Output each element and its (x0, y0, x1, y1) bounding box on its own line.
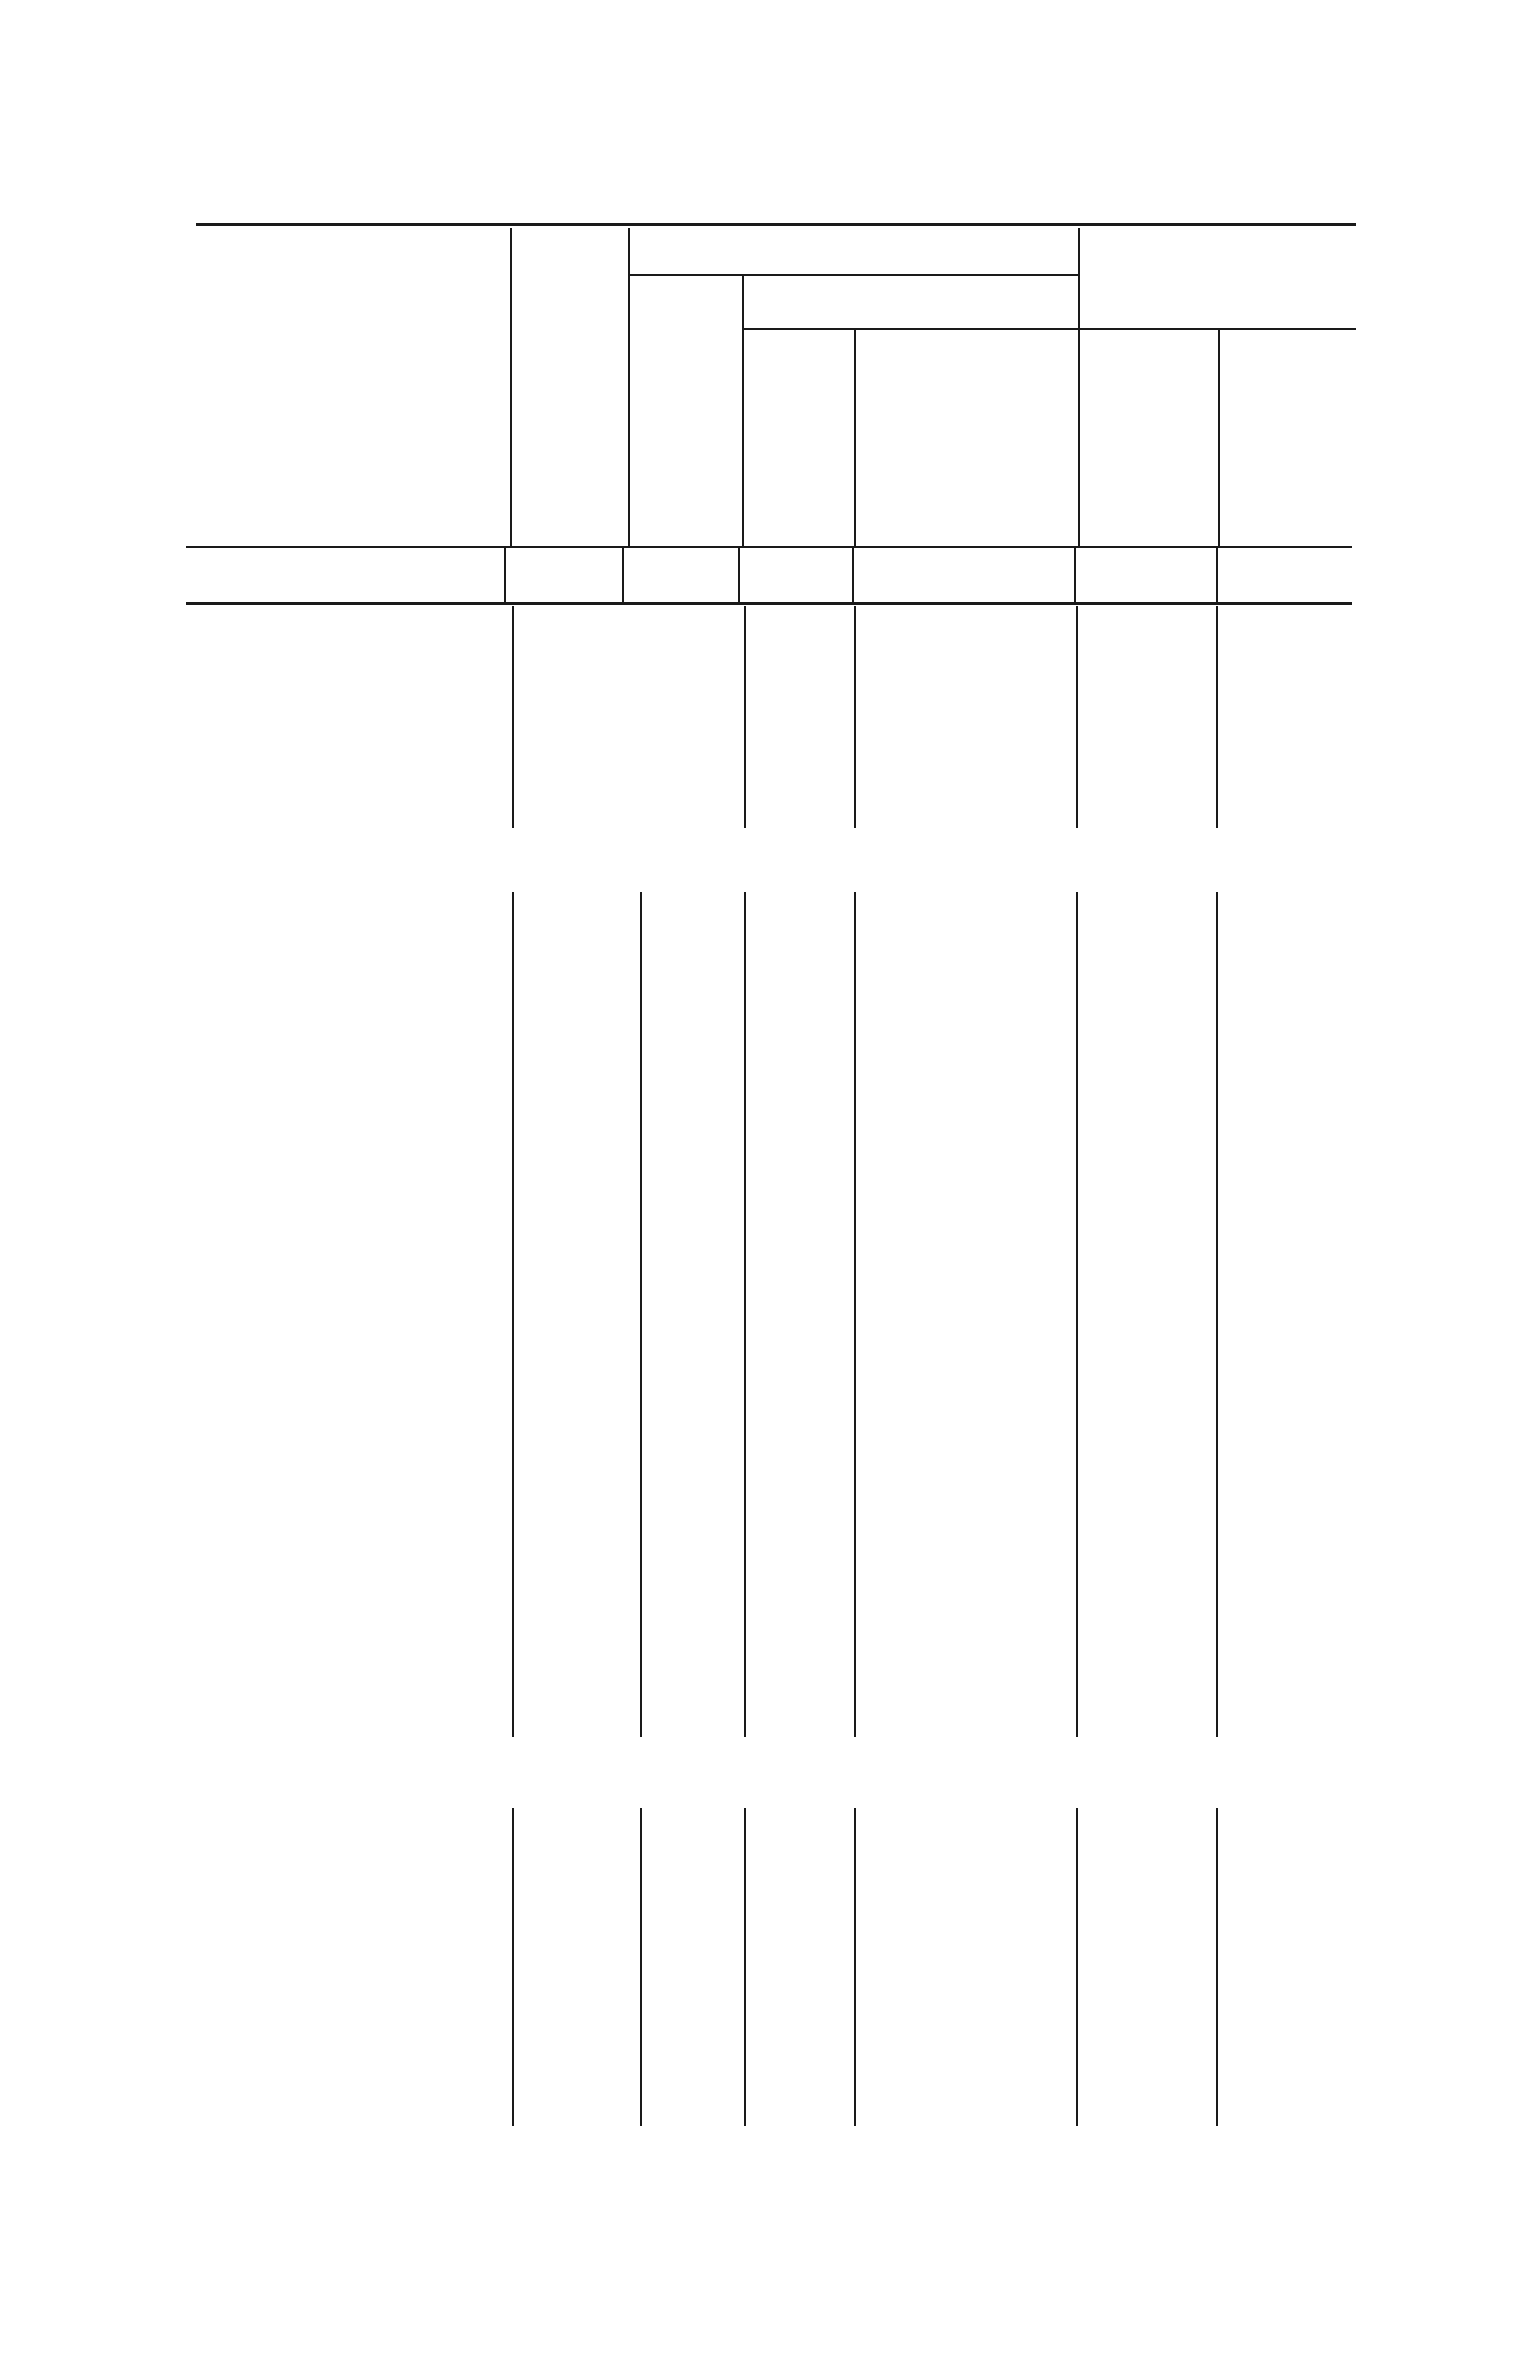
body-rule-c-3 (744, 1808, 746, 2126)
body-rule-b-1 (512, 892, 514, 1737)
body-rule-a-4 (854, 606, 856, 828)
body-rule-a-6 (1216, 606, 1218, 828)
body-rule-c-6 (1216, 1808, 1218, 2126)
header-divider-5 (1078, 228, 1080, 546)
body-rule-c-1 (512, 1808, 514, 2126)
colnum-divider-3 (738, 548, 740, 602)
header-sub-rule-2 (742, 328, 1080, 330)
body-rule-b-6 (1216, 892, 1218, 1737)
top-rule (196, 223, 1356, 226)
colnum-bottom-rule (186, 602, 1352, 605)
body-rule-a-3 (744, 606, 746, 828)
colnum-divider-5 (1074, 548, 1076, 602)
colnum-divider-2 (622, 548, 624, 602)
header-bottom-rule (186, 546, 1352, 548)
body-rule-a-1 (512, 606, 514, 828)
header-divider-2 (628, 228, 630, 546)
colnum-divider-1 (504, 548, 506, 602)
body-rule-b-5 (1076, 892, 1078, 1737)
body-rule-c-2 (640, 1808, 642, 2126)
body-rule-b-3 (744, 892, 746, 1737)
body-rule-c-4 (854, 1808, 856, 2126)
colnum-divider-6 (1216, 548, 1218, 602)
colnum-divider-4 (852, 548, 854, 602)
header-divider-4 (854, 330, 856, 546)
header-divider-3 (742, 276, 744, 546)
body-rule-c-5 (1076, 1808, 1078, 2126)
body-rule-a-5 (1076, 606, 1078, 828)
header-divider-6 (1218, 330, 1220, 546)
body-rule-b-4 (854, 892, 856, 1737)
header-sub-rule-1 (628, 274, 1080, 276)
body-rule-b-2 (640, 892, 642, 1737)
header-divider-1 (510, 228, 512, 546)
